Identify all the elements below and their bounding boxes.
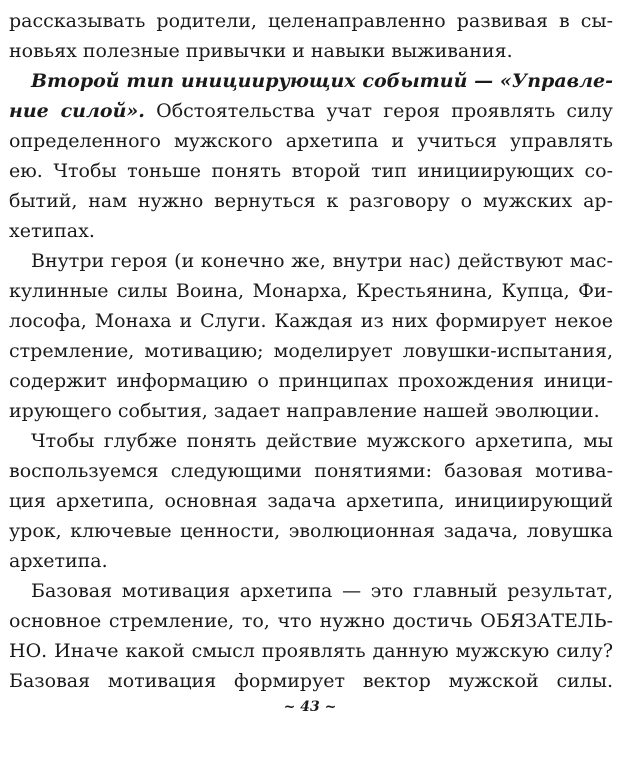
section-heading: Второй тип инициирующих событий — «Управле- [31, 70, 613, 92]
paragraph [9, 6, 613, 66]
paragraph [9, 66, 613, 246]
text-line: кулинные силы Воина, Монарха, Крестьянина, Купца, Фи- [9, 280, 613, 302]
paragraph [9, 426, 613, 576]
text-line: лософа, Монаха и Слуги. Каждая из них формирует некое [9, 310, 613, 332]
text-line: основное стремление, то, что нужно достичь ОБЯЗАТЕЛЬ- [9, 610, 613, 632]
text-line: НО. Иначе какой смысл проявлять данную мужскую силу? [9, 640, 613, 662]
text-line: воспользуемся следующими понятиями: базовая мотива- [9, 460, 613, 482]
paragraph [9, 576, 613, 696]
text-line: ирующего события, задает направление нашей эволюции. [9, 400, 600, 422]
text-line: ция архетипа, основная задача архетипа, инициирующий [9, 490, 613, 512]
text-line: бытий, нам нужно вернуться к разговору о мужских ар- [9, 190, 613, 212]
text-line: Чтобы глубже понять действие мужского архетипа, мы [31, 430, 613, 452]
text-line: Базовая мотивация формирует вектор мужской силы. [9, 670, 613, 692]
text-line: ею. Чтобы тоньше понять второй тип инициирующих со- [9, 160, 613, 182]
text-line: рассказывать родители, целенаправленно развивая в сы- [9, 10, 613, 32]
text-line: определенного мужского архетипа и учиться управлять [9, 130, 613, 152]
text-line [9, 66, 613, 96]
text-line: содержит информацию о принципах прохождения иници- [9, 370, 613, 392]
text-line: урок, ключевые ценности, эволюционная задача, ловушка [9, 520, 613, 542]
text-line: Базовая мотивация архетипа — это главный результат, [31, 580, 613, 602]
inline-text: Обстоятельства учат героя проявлять силу [144, 100, 613, 122]
page-text [9, 6, 613, 696]
text-line: новьях полезные привычки и навыки выживания. [9, 40, 513, 62]
text-line: стремление, мотивацию; моделирует ловушки-испытания, [9, 340, 613, 362]
page-number: ~ 43 ~ [283, 699, 337, 715]
section-heading: ние силой». [9, 100, 145, 122]
text-line: Внутри героя (и конечно же, внутри нас) действуют мас- [31, 250, 613, 272]
text-line: хетипах. [9, 220, 95, 242]
text-line: архетипа. [9, 550, 108, 572]
text-line [9, 96, 613, 126]
paragraph [9, 246, 613, 426]
